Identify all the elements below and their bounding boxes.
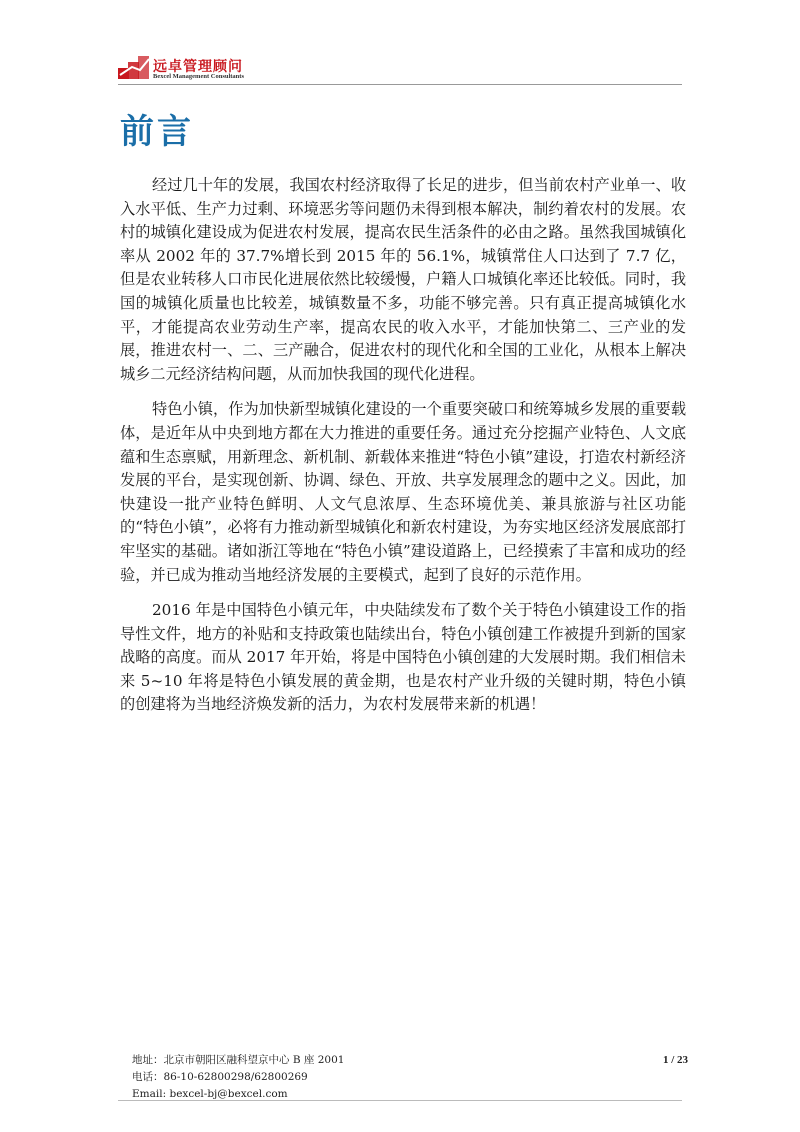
- footer-address: 地址：北京市朝阳区融科望京中心 B 座 2001: [132, 1054, 345, 1066]
- paragraph-2: 特色小镇，作为加快新型城镇化建设的一个重要突破口和统筹城乡发展的重要载体，是近年从中央到地方都在大力推进的重要任务。通过充分挖掘产业特色、人文底蕴和生态禀赋，用新理念、新机制、新载体来推进“特色小镇”建设，打造农村新经济发展的平台，是实现创新、协调、绿色、开放、共享发展理念的题中之义。因此，加快建设一批产业特色鲜明、人文气息浓厚、生态环境优美、兼具旅游与社区功能的“特色小镇”，必将有力推动新型城镇化和新农村建设，为夯实地区经济发展底部打牢坚实的基础。诸如浙江等地在“特色小镇”建设道路上，已经摸索了丰富和成功的经验，并已成为推动当地经济发展的主要模式，起到了良好的示范作用。: [120, 400, 686, 584]
- header-divider: [118, 84, 682, 85]
- footer-phone: 电话：86-10-62800298/62800269: [132, 1071, 308, 1083]
- footer-divider: [118, 1100, 682, 1101]
- brand-name-en: Bexcel Management Consultants: [153, 73, 244, 80]
- page-title: 前言: [120, 112, 194, 152]
- document-body: [120, 174, 686, 729]
- footer-email: Email: bexcel-bj@bexcel.com: [132, 1088, 288, 1100]
- paragraph-1: 经过几十年的发展，我国农村经济取得了长足的进步，但当前农村产业单一、收入水平低、生产力过剩、环境恶劣等问题仍未得到根本解决，制约着农村的发展。农村的城镇化建设成为促进农村发展，提高农民生活条件的必由之路。虽然我国城镇化率从 2002 年的 37.7%增长到 2015 年的 56.1%，城镇常住人口达到了 7.7 亿，但是农业转移人口市民化进展依然比较缓慢，户籍人口城镇化率还比较低。同时，我国的城镇化质量也比较差，城镇数量不多，功能不够完善。只有真正提高城镇化水平，才能提高农业劳动生产率，提高农民的收入水平，才能加快第二、三产业的发展，推进农村一、二、三产融合，促进农村的现代化和全国的工业化，从根本上解决城乡二元经济结构问题，从而加快我国的现代化进程。: [120, 176, 686, 383]
- brand-name-cn: 远卓管理顾问: [153, 59, 243, 75]
- paragraph-3: 2016 年是中国特色小镇元年，中央陆续发布了数个关于特色小镇建设工作的指导性文件，地方的补贴和支持政策也陆续出台，特色小镇创建工作被提升到新的国家战略的高度。而从 2017 年开始，将是中国特色小镇创建的大发展时期。我们相信未来 5~10 年将是特色小镇发展的黄金期，也是农村产业升级的关键时期，特色小镇的创建将为当地经济焕发新的活力，为农村发展带来新的机遇！: [120, 601, 686, 714]
- page-footer: [132, 1052, 688, 1103]
- page-number: 1 / 23: [662, 1054, 688, 1066]
- company-logo-icon: [118, 54, 150, 80]
- page-header: [118, 52, 682, 86]
